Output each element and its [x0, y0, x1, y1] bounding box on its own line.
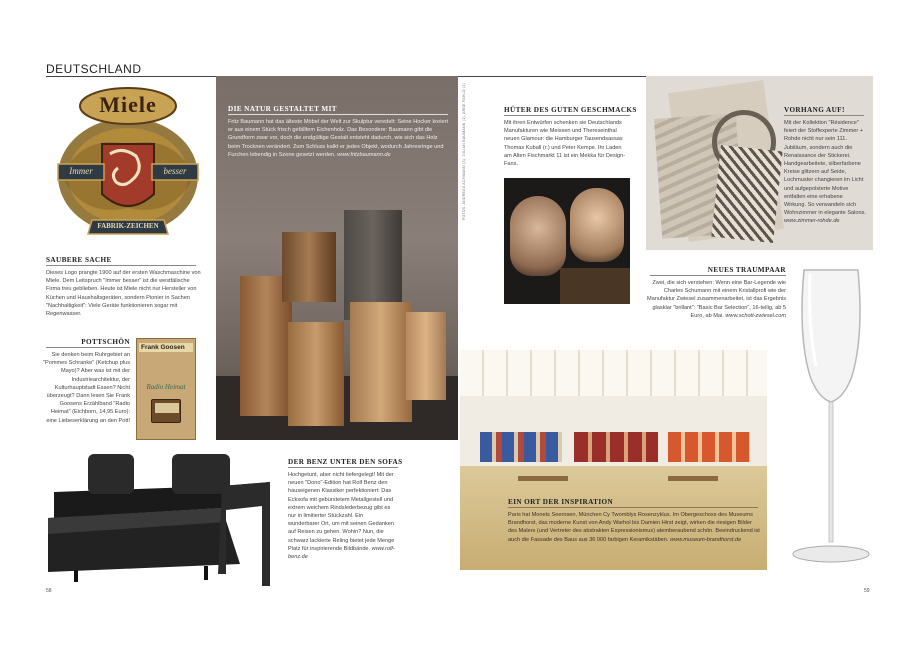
traumpaar-body: Zwei, die sich verstehen: Wenn eine Bar-Legende wie Charles Schumann mit einem Kristallprofi wie der Manufaktur Zwiesel zusammenarbeitet, ist das Ergebnis glasklar "brillant": "Basic Bar Selection", 16-teilig, ab 5 Euro, ab Mai.	[647, 280, 786, 319]
logo-brand-text: Miele	[99, 92, 157, 117]
logo-left-word: Immer	[69, 166, 93, 176]
portrait-right-face	[570, 188, 624, 262]
portrait-shoulders	[560, 268, 630, 304]
natur-rule	[228, 114, 448, 115]
traumpaar-url[interactable]: www.schott-zwiesel.com	[725, 312, 786, 319]
book-cover-image	[136, 338, 196, 440]
stool-3	[288, 322, 344, 426]
sofa-image	[44, 446, 276, 586]
champagne-glass-image	[786, 266, 876, 572]
sofa-graphic	[44, 446, 276, 586]
natur-body: Fritz Baumann hat das älteste Möbel der Welt zur Skulptur veredelt: Seine Hocker kreiert er aus einem Stück frisch gefälltem Eichenholz. Das Besondere: Baumann gibt die Grundform zwar vor, doch die endgültige Gestalt entsteht dadurch, wie sich das Holz beim Trocknen verändert. Zum Schluss kalkt er jedes Objekt, wodurch Jahresringe und Furchen lebendig in Szene gesetzt werden.	[228, 119, 449, 158]
pottschoen-rule	[46, 347, 130, 348]
traumpaar-text	[646, 279, 786, 320]
saubere-sache-heading: SAUBERE SACHE	[46, 256, 112, 264]
hueter-rule	[504, 115, 630, 116]
inspiration-body: Paris hat Monets Seerosen, München Cy Twomblys Rosenzyklus. Im Obergeschoss des Museums Brandhorst, das moderne Kunst von Andy Warhol bis Damien Hirst zeigt, wirken die riesigen Bilder des Malers (und Vertreter des abstrakten Expressionismus) atemberaubend schön. Beeindruckend ist auch die Fassade des Baus aus 36 000 farbigen Keramikstäben.	[508, 512, 760, 543]
portrait-left-face	[510, 196, 566, 276]
saubere-sache-text: Dieses Logo prangte 1900 auf der ersten Waschmaschine von Miele. Dem Leitspruch "Immer besser" ist die westfälische Firma treu geblieben. Heute ist Miele nicht nur Hersteller von Küchen und Haushaltsgeräten, sondern Pionier in Sachen "Nachhaltigkeit": Viele Geräte funktionieren sogar mit Regenwasser.	[46, 270, 201, 318]
vorhang-text	[784, 119, 866, 226]
inspiration-heading: EIN ORT DER INSPIRATION	[508, 498, 614, 506]
photo-credit: FOTOS: ANDREAS ACHMANN (3), JULIAN BAUMANN (1), ARNE FAHLO (1)	[462, 83, 466, 220]
traumpaar-rule	[650, 275, 786, 276]
painting-orange	[668, 432, 750, 462]
section-title: DEUTSCHLAND	[46, 62, 142, 76]
logo-banner-text: FABRIK-ZEICHEN	[97, 222, 159, 230]
glass-graphic	[786, 266, 876, 572]
logo-right-word: besser	[163, 166, 187, 176]
hueter-text: Mit ihren Entwürfen schenken sie Deutschlands Manufakturen wie Meissen und Thereseinthal neuen Glamour: die Hamburger Tausendsassas Thomas Kuball (r.) und Peter Kempe. Ihr Laden am Alten Fischmarkt 11 ist ein Mekka für Design-Fans.	[504, 120, 626, 168]
bench-right	[668, 476, 718, 481]
fabric-swatch-lattice	[711, 145, 782, 243]
benz-heading: DER BENZ UNTER DEN SOFAS	[288, 458, 403, 466]
pottschoen-heading: POTTSCHÖN	[81, 338, 130, 346]
natur-url[interactable]: www.fritzbaumann.de	[337, 151, 391, 158]
traumpaar-heading: NEUES TRAUMPAAR	[707, 266, 786, 274]
miele-logo	[52, 84, 204, 252]
vorhang-rule	[784, 115, 864, 116]
stool-6	[406, 312, 446, 400]
painting-red	[574, 432, 658, 462]
natur-heading: DIE NATUR GESTALTET MIT	[228, 105, 337, 113]
pottschoen-text: Sie denken beim Ruhrgebiet an "Pommes Schranke" (Ketchup plus Mayo)? Aber was ist mit der Industriearchitektur, der Kulturhauptstadt Essen? Nicht überzeugt? Dann lesen Sie Frank Goosens Erzählband "Radio Heimat" (Eichborn, 14,95 Euro): eine Liebeserklärung an den Pott!	[43, 352, 130, 424]
benz-rule	[288, 467, 398, 468]
inspiration-rule	[508, 507, 758, 508]
page-number-right: 59	[864, 588, 870, 594]
stool-2	[282, 232, 336, 302]
book-title: Radio Heimat	[146, 383, 186, 391]
benz-text	[288, 471, 396, 561]
book-author: Frank Goosen	[139, 343, 193, 352]
stool-5	[350, 302, 412, 422]
hueter-heading: HÜTER DES GUTEN GESCHMACKS	[504, 106, 637, 114]
inspiration-url[interactable]: www.museum-brandhorst.de	[670, 536, 742, 543]
inspiration-text	[508, 511, 760, 544]
painting-blue	[480, 432, 562, 462]
page-number-left: 58	[46, 588, 52, 594]
vorhang-body: Mit der Kollektion "Résidence" feiert der Stoffexperte Zimmer + Rohde nicht nur sein 111. Jubiläum, sondern auch die Renaissance der Stickerei. Handgearbeitete, silberfarbene Kreise glitzern auf Seide, Lochmuster changieren im Licht und aufgepolsterte Motive entfalten eine erhabene Wirkung. So verwandeln sich Wohnzimmer in elegante Salons.	[784, 120, 866, 217]
bench-left	[518, 476, 568, 481]
benz-body: Hochgetunt, aber nicht tiefergelegt! Mit der neuen "Dono"-Edition hat Rolf Benz den hauseigenen Klassiker perfektioniert: Das Ecksofa mit gebürstetem Metallgestell und extrem weichem Rindslederbezug gibt es nur in limitierter Stückzahl. Ein wunderbarer Ort, um mit seinen Gedanken auf Reisen zu gehen. Wohin? Nun, die schwarz lackierte Reling bietet jede Menge Platz für inspirierende Bildbände.	[288, 472, 395, 552]
saubere-sache-rule	[46, 265, 196, 266]
museum-ceiling	[460, 350, 767, 396]
radio-icon	[151, 399, 181, 423]
natur-text	[228, 118, 450, 159]
designers-portrait-photo	[504, 178, 630, 304]
benz-url[interactable]: www.rolf-benz.de	[288, 545, 395, 561]
vorhang-heading: VORHANG AUF!	[784, 106, 845, 114]
vorhang-url[interactable]: www.zimmer-rohde.de	[784, 218, 840, 225]
